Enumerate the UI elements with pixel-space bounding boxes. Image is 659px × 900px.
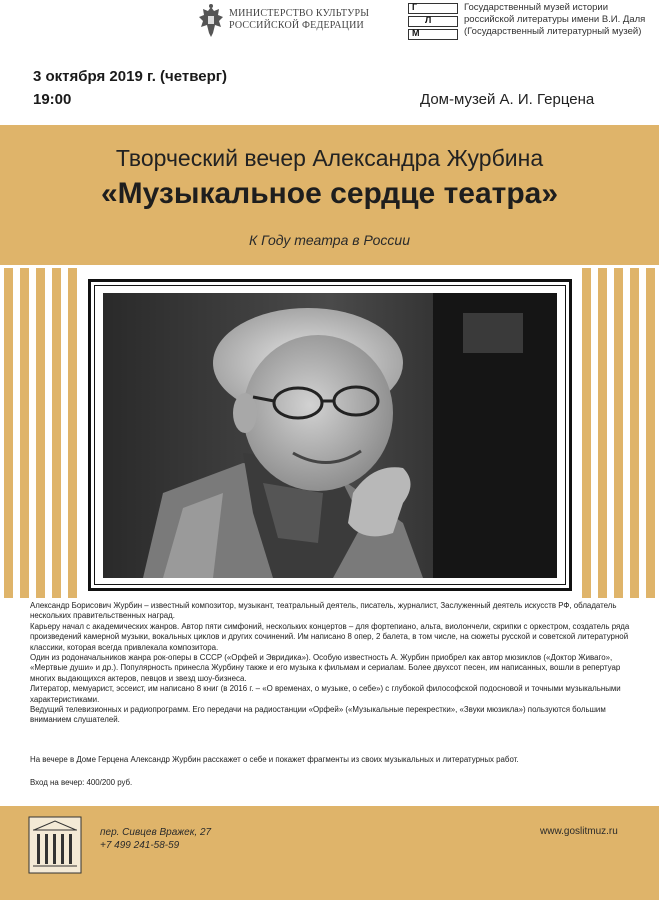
stripe <box>36 268 45 598</box>
bio-paragraph: Александр Борисович Журбин – известный композитор, музыкант, театральный деятель, писатель, журналист, Заслуженный деятель искусств РФ, обладатель нескольких правительственных наград. <box>30 601 617 621</box>
stripe <box>52 268 61 598</box>
address: пер. Сивцев Вражек, 27 <box>100 827 212 838</box>
event-time: 19:00 <box>33 91 72 108</box>
stripe <box>614 268 623 598</box>
logo-letter-l: Л <box>425 15 432 25</box>
footer-band <box>0 806 659 900</box>
stripe <box>582 268 591 598</box>
stripe <box>646 268 655 598</box>
stripe <box>68 268 77 598</box>
bio-paragraph: Один из родоначальников жанра рок-оперы в СССР («Орфей и Эвридика»). Особую известность А. Журбин приобрел как автор мюзиклов («Доктор Живаго», «Мертвые души» и др.). Популярность принесла Журбину также и его музыка к фильмам и сериалам. Более двухсот песен, им написанных, вошли в репертуар многих выдающихся актеров, певцов и звезд шоу-бизнеса. <box>30 653 621 683</box>
museum-logo <box>408 2 458 38</box>
biography <box>30 601 630 726</box>
event-venue: Дом-музей А. И. Герцена <box>420 91 595 108</box>
ministry-name-line2: РОССИЙСКОЙ ФЕДЕРАЦИИ <box>229 20 364 31</box>
stripe <box>20 268 29 598</box>
ministry-name-line1: МИНИСТЕРСТВО КУЛЬТУРЫ <box>229 8 370 19</box>
double-headed-eagle-emblem-icon <box>197 3 225 39</box>
stripe <box>598 268 607 598</box>
portrait-illustration <box>103 293 557 578</box>
stripe <box>630 268 639 598</box>
entry-price: Вход на вечер: 400/200 руб. <box>30 778 133 787</box>
stripe <box>4 268 13 598</box>
bio-paragraph: Карьеру начал с академических жанров. Автор пяти симфоний, нескольких концертов – для фортепиано, альта, виолончели, скрипки с оркестром, создатель ряда произведений камерной музыки, вокальных циклов и других сочинений. Им написано 8 опер, 2 балета, в том числе, на сюжеты русской и советской литературной классики, которая всегда привлекала композитора. <box>30 621 630 652</box>
logo-letter-g: Г <box>412 2 418 12</box>
contact-info <box>100 826 211 852</box>
museum-name-line3: (Государственный литературный музей) <box>464 26 642 37</box>
event-date: 3 октября 2019 г. (четверг) <box>33 68 228 85</box>
website-link[interactable]: www.goslitmuz.ru <box>540 826 618 837</box>
bio-paragraph: Литератор, мемуарист, эссеист, им написано 8 книг (в 2016 г. – «О временах, о музыке, о себе») с глубокой философской подосновой и точными музыкальными характеристиками. <box>30 684 621 704</box>
logo-letter-m: М <box>412 28 420 38</box>
museum-name <box>464 2 654 38</box>
event-tagline: К Году театра в России <box>248 232 410 248</box>
event-subtitle-main: «Музыкальное сердце театра» <box>100 177 559 210</box>
event-title: Творческий вечер Александра Журбина <box>115 145 544 171</box>
phone: +7 499 241-58-59 <box>100 840 180 851</box>
museum-name-line2: российской литературы имени В.И. Даля <box>464 14 646 25</box>
event-note: На вечере в Доме Герцена Александр Журбин расскажет о себе и покажет фрагменты из своих музыкальных и литературных работ. <box>30 755 519 764</box>
museum-name-line1: Государственный музей истории <box>464 2 609 13</box>
ministry-logo <box>197 3 372 41</box>
bio-paragraph: Ведущий телевизионных и радиопрограмм. Его передачи на радиостанции «Орфей» («Музыкальные перекрестки», «Звуки мюзикла») пользуются большим вниманием слушателей. <box>30 705 606 725</box>
portrait-photo <box>103 293 557 578</box>
building-icon <box>28 816 82 874</box>
